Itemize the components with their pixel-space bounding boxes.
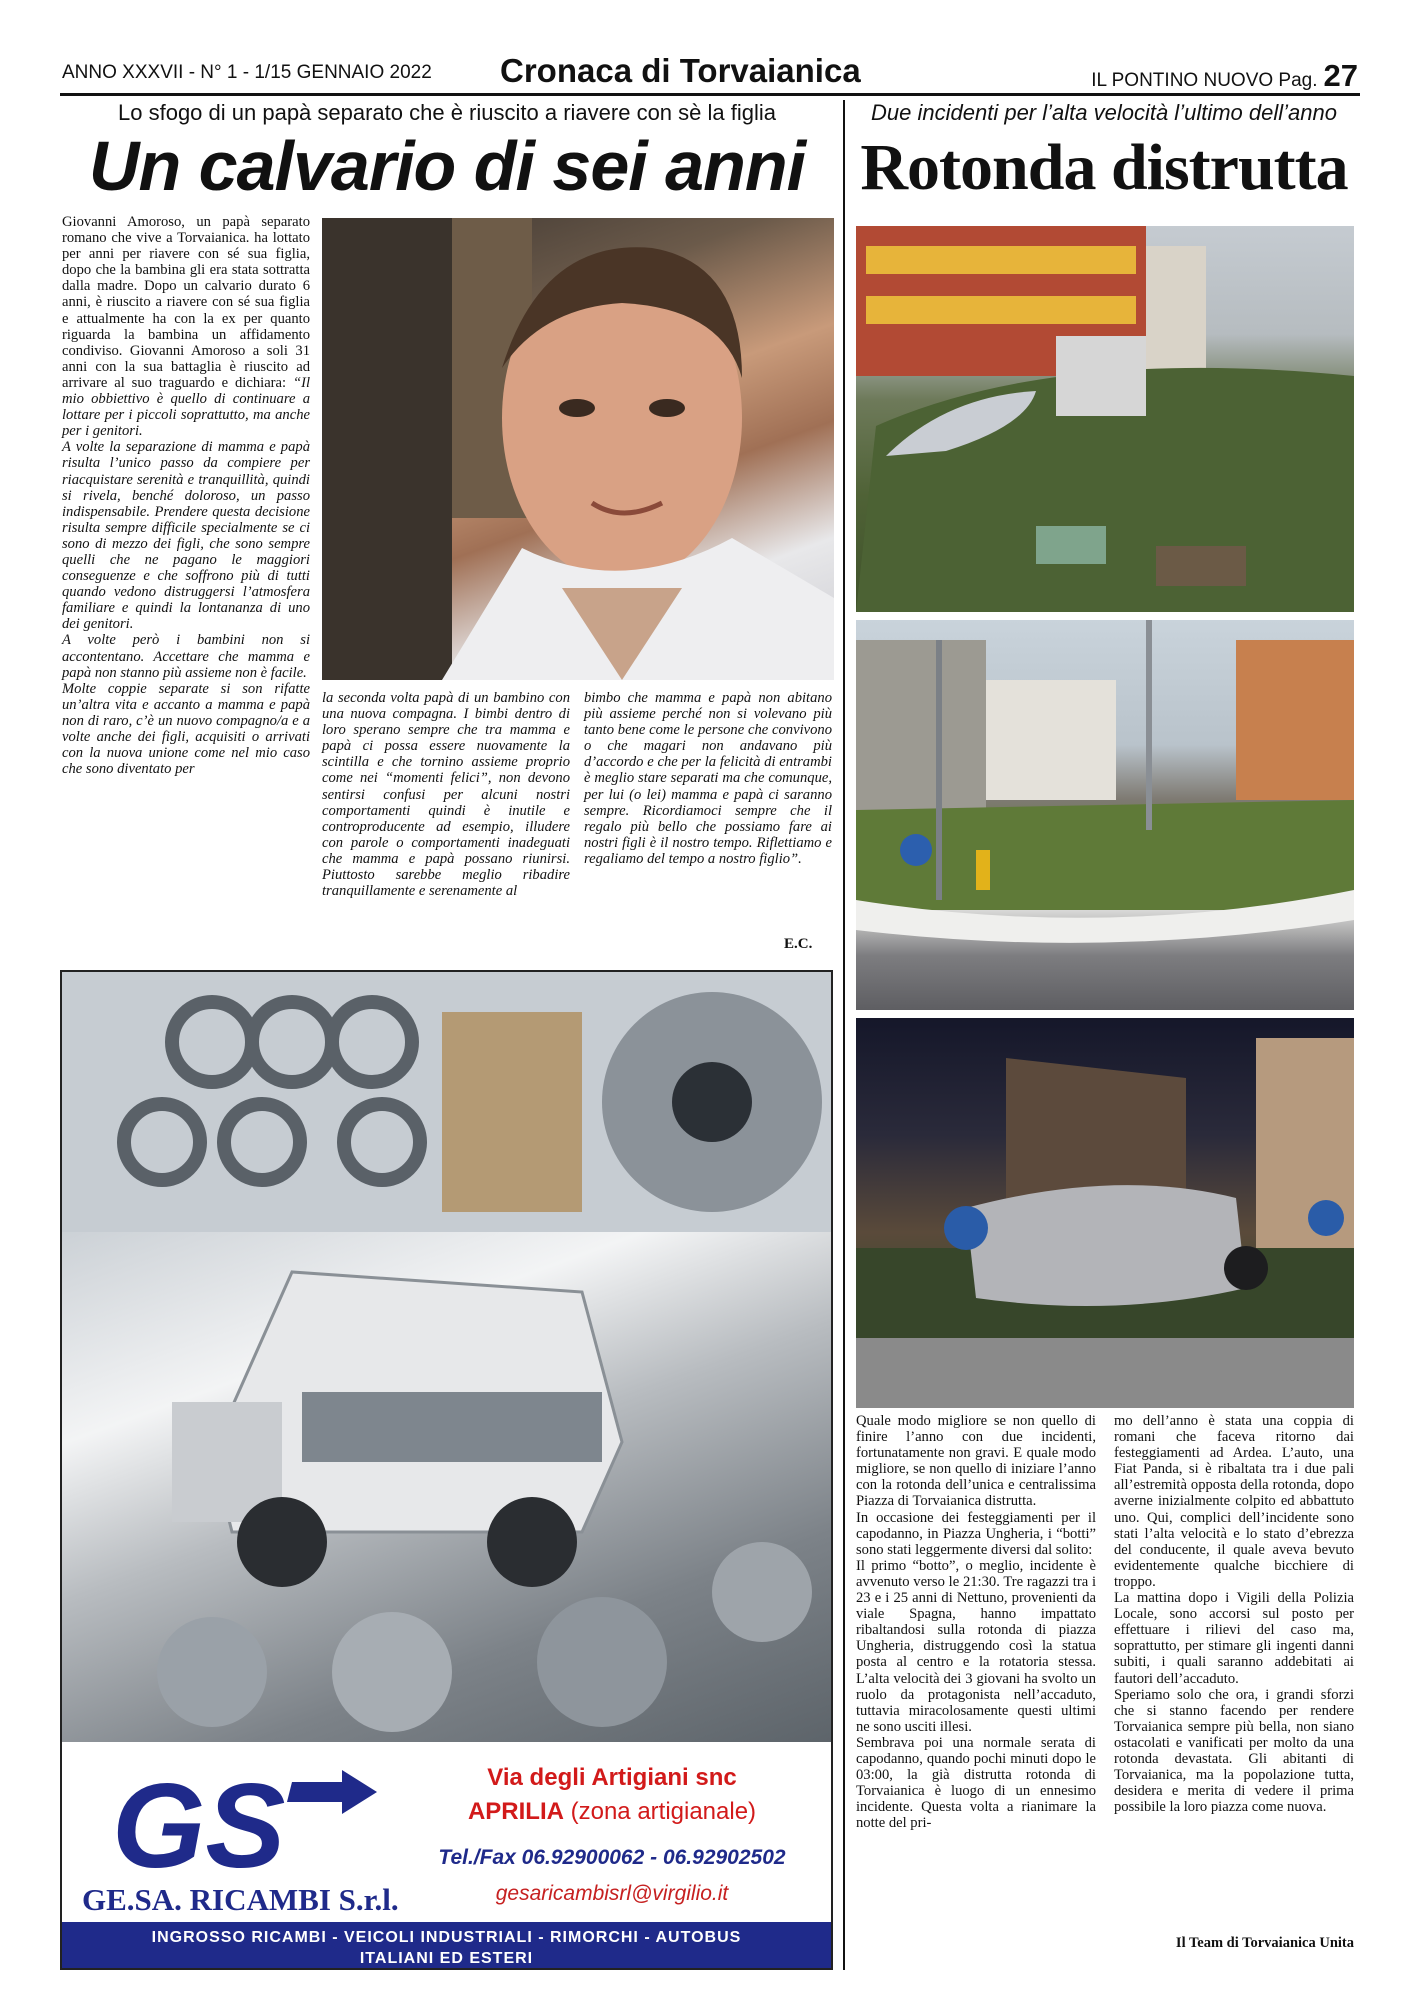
overturned-car-night-photo xyxy=(856,1018,1354,1408)
portrait-photo xyxy=(322,218,834,680)
page-number: 27 xyxy=(1323,58,1358,93)
paragraph: In occasione dei festeggiamenti per il capodanno, in Piazza Ungheria, i “botti” sono stati leggermente diversi dal solito: xyxy=(856,1509,1096,1558)
ad-street-address: Via degli Artigiani snc xyxy=(487,1764,737,1791)
paragraph: Molte coppie separate si son rifatte un’altra vita e accanto a mamma e papà non di raro, c’è un nuovo compagno/a e a volte anche dei figli, acquisiti o arrivati con la nuova unione come nel mio caso che sono diventato per xyxy=(62,680,310,778)
paragraph: A volte la separazione di mamma e papà risulta l’unico passo da compiere per riacquistare serenità e tranquillità, quindi si rivela, benché doloroso, un passo indispensabile. Prendere questa decisione risulta sempre difficile specialmente se ci sono di mezzo dei figli, che sono sempre quelli che ne pagano le maggiori conseguenze e che soffrono più di tutti quando vedono distruggersi l’atmosfera familiare e quindi la lontananza di uno dei genitori. xyxy=(62,439,310,633)
left-article-signature: E.C. xyxy=(784,936,813,952)
publication-name: IL PONTINO NUOVO Pag. xyxy=(1091,70,1318,91)
left-article-column-1 xyxy=(62,214,310,777)
paragraph: Quale modo migliore se non quello di finire l’anno con due incidenti, fortunatamente non gravi. E quale modo migliore, se non quello di iniziare l’anno con la rotonda dell’unica e centralissima Piazza di Torvaianica distrutta. xyxy=(856,1413,1096,1510)
paragraph: A volte però i bambini non si accontentano. Accettare che mamma e papà non stanno più assieme non è facile. xyxy=(62,632,310,681)
right-article-headline: Rotonda distrutta xyxy=(860,131,1348,204)
paragraph: Il primo “botto”, o meglio, incidente è avvenuto verso le 21:30. Tre ragazzi tra i 23 e i 25 anni di Nettuno, provenienti da viale Spagna, hanno impattato ribaltandosi sulla rotonda di piazza Ungheria, distruggendo così la statua posta al centro e la rotatoria stessa. L’alta velocità dei 3 giovani ha svolto un ruolo da protagonista nell’accaduto, tuttavia miracolosamente questi ultimi ne sono usciti illesi. xyxy=(856,1557,1096,1735)
svg-text:GS: GS xyxy=(112,1762,286,1882)
right-article-signature: Il Team di Torvaianica Unita xyxy=(1175,1935,1354,1951)
right-article-column-1 xyxy=(856,1413,1096,1831)
section-title: Cronaca di Torvaianica xyxy=(500,52,861,89)
quote-start: “Il mio obbiettivo è quello di continuare a lottare per i piccoli soprattutto, ma anche per i genitori. xyxy=(62,374,310,440)
gs-logo xyxy=(102,1762,382,1882)
roundabout-daylight-photo-1 xyxy=(856,226,1354,612)
ad-phone: Tel./Fax 06.92900062 - 06.92902502 xyxy=(438,1846,786,1869)
left-article-column-2: la seconda volta papà di un bambino con una nuova compagna. I bimbi dentro di loro sperano sempre che tra mamma e papà ci possa essere nuovamente la scintilla e che tornino assieme proprio come nei “momenti felici”, non devono sentirsi confusi per alcuni nostri comportamenti quindi è inutile e controproducente ad esempio, illudere con parole o comportamenti inadeguati che mamma e papà possano riunirsi. Piuttosto sarebbe meglio ribadire tranquillamente e serenamente al xyxy=(322,690,570,900)
ad-email-link[interactable]: gesaricambisrl@virgilio.it xyxy=(495,1882,729,1905)
ad-services-band xyxy=(62,1922,831,1970)
ad-contact-area xyxy=(62,1742,831,1922)
left-article-headline: Un calvario di sei anni xyxy=(88,127,806,205)
left-article-column-3: bimbo che mamma e papà non abitano più assieme perché non si volevano più tanto bene come le persone che convivono o che magari non andavano più d’accordo e che per la felicità di entrambi è meglio stare separati ma che comunque, per lui (o lei) mamma e papà ci saranno sempre. Ricordiamoci sempre che il regalo più bello che possiamo fare ai nostri figli è il nostro tempo. Riflettiamo e regaliamo del tempo a nostro figlio”. xyxy=(584,690,832,867)
right-article-kicker: Due incidenti per l’alta velocità l’ultimo dell’anno xyxy=(871,100,1337,125)
paragraph: Giovanni Amoroso, un papà separato romano che vive a Torvaianica. ha lottato per anni per riavere con sé sua figlia, dopo che la bambina gli era stata sottratta dalla madre. Dopo un calvario durato 6 anni, è riuscito a riavere con sé sua figlia e attualmente ha con la ex per quanto riguarda la bambina un affidamento condiviso. Giovanni Amoroso a soli 31 anni con la sua battaglia è riuscito ad arrivare al suo traguardo e dichiara: xyxy=(62,214,310,391)
column-divider xyxy=(843,100,845,1970)
ad-company-name: GE.SA. RICAMBI S.r.l. xyxy=(82,1882,399,1917)
paragraph: Speriamo solo che ora, i grandi sforzi che si stanno facendo per rendere Torvaianica sempre più bella, non siano ostacolati e vanificati per molto da una rotonda devastata. Gli abitanti di Torvaianica, ma la popolazione tutta, desidera e merita di vedere il prima possibile la loro piazza come nuova. xyxy=(1114,1686,1354,1816)
ad-band-line-1: INGROSSO RICAMBI - VEICOLI INDUSTRIALI - RIMORCHI - AUTOBUS xyxy=(151,1929,742,1946)
left-article-kicker: Lo sfogo di un papà separato che è riuscito a riavere con sè la figlia xyxy=(118,100,776,125)
advertisement[interactable] xyxy=(60,970,833,1970)
paragraph: La mattina dopo i Vigili della Polizia Locale, sono accorsi sul posto per effettuare i rilievi del caso ma, soprattutto, per stimare gli ingenti danni subiti, i quali saranno addebitati ai fautori dell’accaduto. xyxy=(1114,1590,1354,1687)
paragraph: Sembrava poi una normale serata di capodanno, quando pochi minuti dopo le 03:00, la già distrutta rotonda di Torvaianica è luogo di un ennesimo incidente. Questa volta a rianimare la notte del pri- xyxy=(856,1734,1096,1832)
ad-area: (zona artigianale) xyxy=(570,1798,757,1825)
ad-city xyxy=(412,1798,812,1826)
issue-info: ANNO XXXVII - N° 1 - 1/15 GENNAIO 2022 xyxy=(62,62,432,83)
roundabout-daylight-photo-2 xyxy=(856,620,1354,1010)
ad-band-line-2: ITALIANI ED ESTERI xyxy=(359,1950,534,1967)
right-article-column-2 xyxy=(1114,1413,1354,1815)
paragraph: mo dell’anno è stata una coppia di romani che faceva ritorno dai festeggiamenti ad Ardea. L’auto, una Fiat Panda, si è ribaltata tra i due pali all’estremità opposta della rotonda, dopo averne inizialmente colpito ed abbattuto uno. Qui, complici dell’incidente sono stati l’alta velocità e lo stato d’ebrezza del conducente, il quale aveva bevuto evidentemente qualche bicchiere di troppo. xyxy=(1114,1413,1354,1590)
ad-city-name: APRILIA xyxy=(467,1798,564,1825)
ad-parts-collage-image xyxy=(62,972,831,1742)
publication-info xyxy=(1091,58,1358,94)
header-rule xyxy=(60,93,1360,96)
